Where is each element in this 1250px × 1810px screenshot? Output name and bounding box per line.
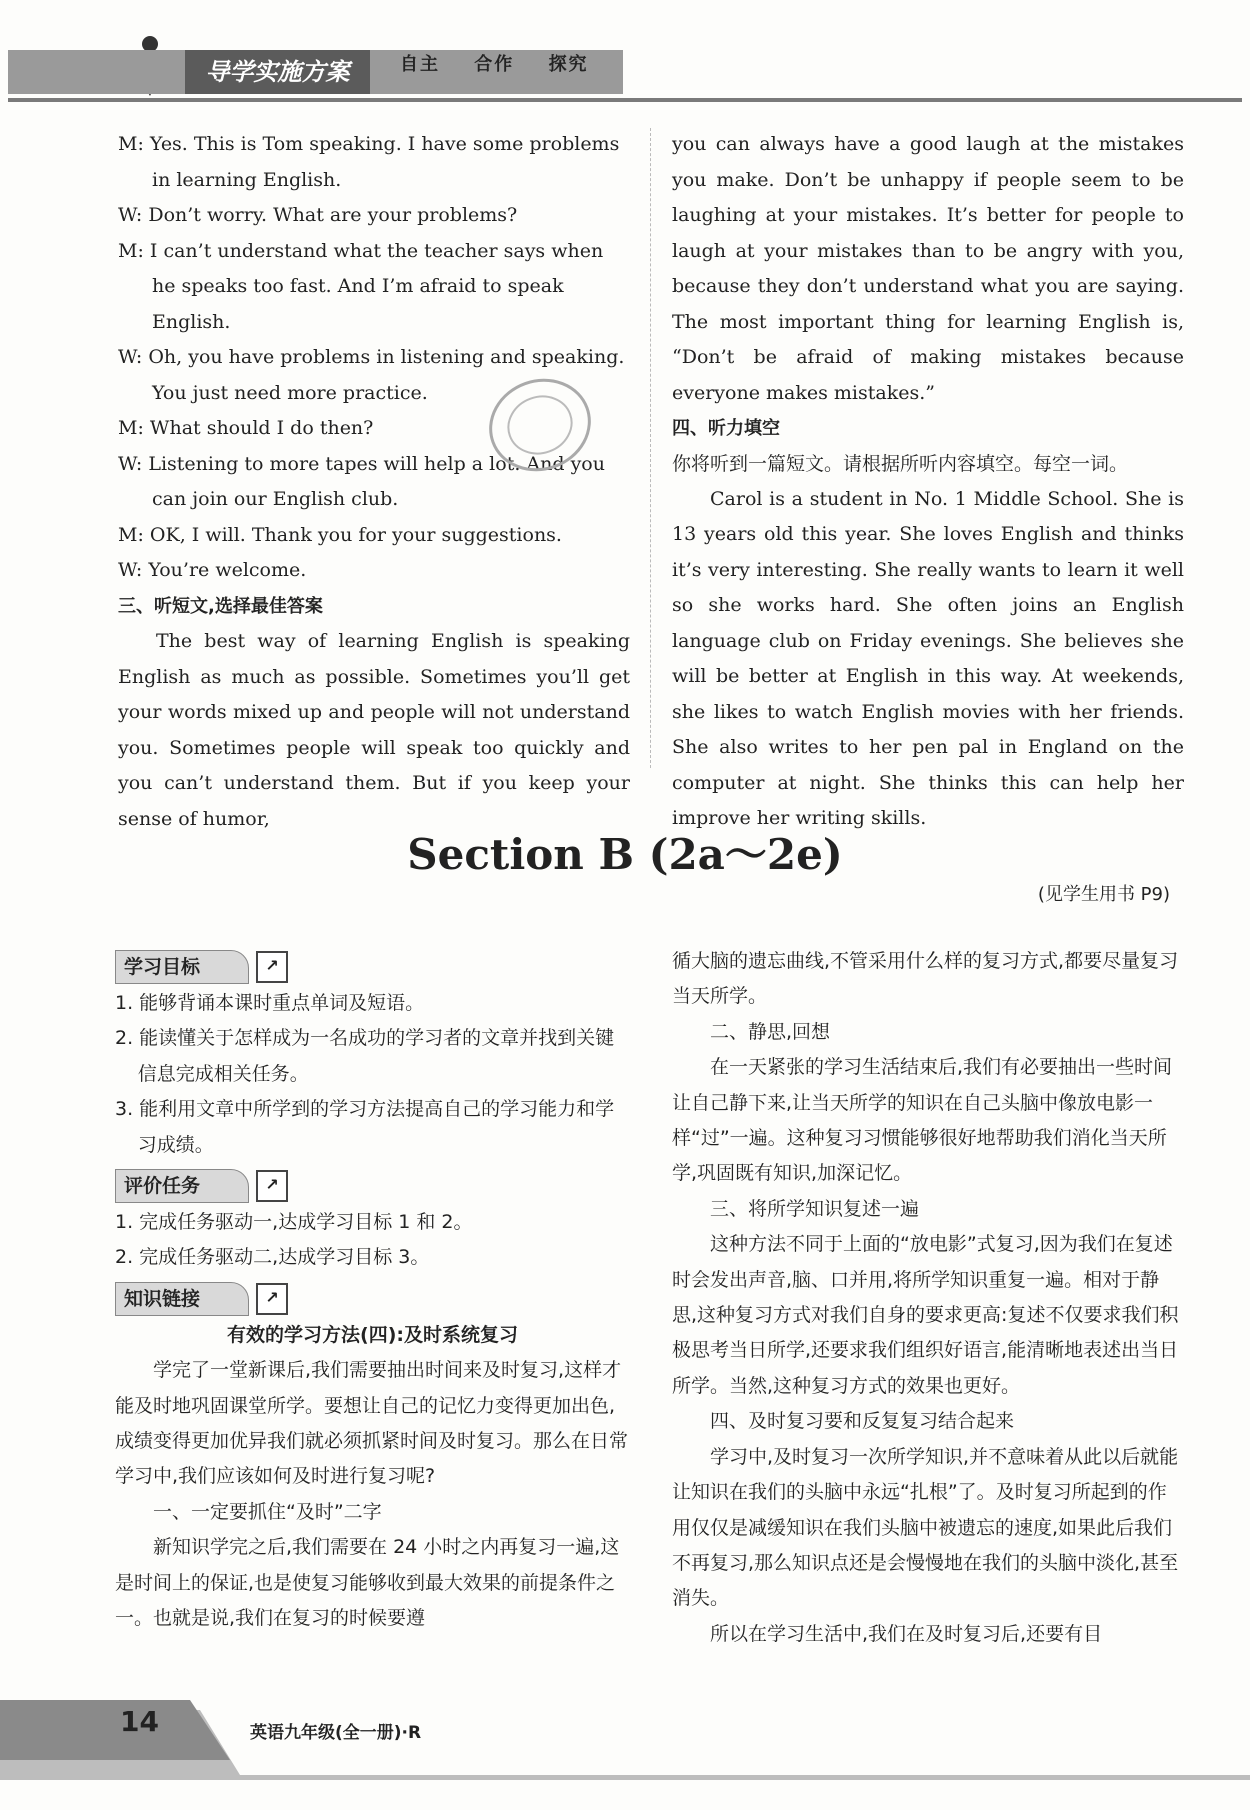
article-title: 有效的学习方法(四):及时系统复习 (227, 1323, 518, 1346)
dialogue-line: W: Oh, you have problems in listening and speaking. You just need more practice. (118, 346, 625, 404)
arrow-icon: ↗ (256, 1170, 288, 1202)
tag-hezuo: 合作 (474, 54, 515, 75)
arrow-icon: ↗ (256, 951, 288, 983)
lower-right-column (672, 944, 1184, 1652)
task-item: 1. 完成任务驱动一,达成学习目标 1 和 2。 (115, 1211, 473, 1234)
header-title: 导学实施方案 (185, 50, 370, 94)
part3-continuation: you can always have a good laugh at the mistakes you make. Don’t be unhappy if people seem to be laughing at your mistakes. It’s better for people to laugh at your mistakes than to be angry with you, because they don’t understand what you are saying. The most important thing for learning English is, “Don’t be afraid of making mistakes because everyone makes mistakes.” (672, 133, 1184, 404)
paragraph: 所以在学习生活中,我们在及时复习后,还要有目 (710, 1622, 1103, 1645)
upper-right-column (672, 127, 1184, 837)
dialogue-line: M: I can’t understand what the teacher says when he speaks too fast. And I’m afraid to speak English. (118, 239, 604, 333)
paragraph: 新知识学完之后,我们需要在 24 小时之内再复习一遍,这是时间上的保证,也是使复习能够收到最大效果的前提条件之一。也就是说,我们在复习的时候要遵 (115, 1536, 620, 1630)
dialogue-line: W: Listening to more tapes will help a lot. And you can join our English club. (118, 452, 605, 510)
page-header (0, 0, 1250, 110)
column-divider (650, 128, 651, 768)
lower-left-column (115, 944, 630, 1637)
part3-text: The best way of learning English is speaking English as much as possible. Sometimes you’ll get your words mixed up and people will not understand you. Sometimes people will speak too quickly and you can’t understand them. But if you keep your sense of humor, (118, 630, 630, 830)
goal-item: 1. 能够背诵本课时重点单词及短语。 (115, 992, 425, 1014)
dialogue-line: W: You’re welcome. (118, 559, 307, 581)
learning-goals-tag: 学习目标 ↗ (115, 950, 249, 984)
dialogue-line: M: OK, I will. Thank you for your suggestions. (118, 523, 562, 546)
task-item: 2. 完成任务驱动二,达成学习目标 3。 (115, 1246, 430, 1269)
paragraph: 学习中,及时复习一次所学知识,并不意味着从此以后就能让知识在我们的头脑中永远“扎根”了。及时复习所起到的作用仅仅是减缓知识在我们头脑中被遗忘的速度,如果此后我们不再复习,那么知识点还是会慢慢地在我们的头脑中淡化,甚至消失。 (672, 1445, 1179, 1610)
part4-instruction: 你将听到一篇短文。请根据所听内容填空。每空一词。 (672, 452, 1129, 475)
goal-item: 2. 能读懂关于怎样成为一名成功的学习者的文章并找到关键信息完成相关任务。 (115, 1027, 615, 1085)
point-heading: 三、将所学知识复述一遍 (710, 1197, 920, 1220)
point-heading: 一、一定要抓住“及时”二字 (153, 1500, 382, 1523)
dialogue-line: M: Yes. This is Tom speaking. I have some problems in learning English. (118, 133, 620, 191)
book-title: 英语九年级(全一册)·R (250, 1723, 422, 1743)
header-rule (8, 98, 1242, 102)
tag-zizhu: 自主 (400, 54, 440, 75)
paragraph: 学完了一堂新课后,我们需要抽出时间来及时复习,这样才能及时地巩固课堂所学。要想让自己的记忆力变得更加出色,成绩变得更加优异我们就必须抓紧时间及时复习。那么在日常学习中,我们应该如何及时进行复习呢? (115, 1359, 629, 1488)
paragraph: 循大脑的遗忘曲线,不管采用什么样的复习方式,都要尽量复习当天所学。 (672, 950, 1179, 1008)
paragraph: 这种方法不同于上面的“放电影”式复习,因为我们在复述时会发出声音,脑、口并用,将所学知识重复一遍。相对于静思,这种复习方式对我们自身的要求更高:复述不仅要求我们积极思考当日所学,还要求我们组织好语言,能清晰地表述出当日所学。当然,这种复习方式的效果也更好。 (672, 1233, 1179, 1397)
dialogue-line: M: What should I do then? (118, 417, 374, 439)
point-heading: 四、及时复习要和反复复习结合起来 (710, 1410, 1015, 1433)
part4-text: Carol is a student in No. 1 Middle School. She is 13 years old this year. She loves English and thinks it’s very interesting. She really wants to learn it well so she works hard. She often joins an English language club on Friday evenings. She believes she will be better at English in this way. At weekends, she likes to watch English movies with her friends. She also writes to her pen pal in England on the computer at night. She thinks this can help her improve her writing skills. (672, 487, 1184, 830)
goal-item: 3. 能利用文章中所学到的学习方法提高自己的学习能力和学习成绩。 (115, 1098, 615, 1156)
footer-band (0, 1700, 1250, 1780)
part4-heading: 四、听力填空 (672, 418, 780, 439)
seal-stamp-icon (480, 365, 600, 485)
knowledge-link-tag: 知识链接 ↗ (115, 1282, 249, 1316)
section-title: Section B (2a～2e) (407, 830, 843, 879)
student-book-reference: (见学生用书 P9) (1037, 884, 1170, 905)
dialogue-line: W: Don’t worry. What are your problems? (118, 204, 518, 226)
part3-heading: 三、听短文,选择最佳答案 (118, 595, 323, 617)
point-heading: 二、静思,回想 (710, 1020, 831, 1043)
header-tags (400, 50, 615, 94)
evaluation-tasks-tag: 评价任务 ↗ (115, 1169, 249, 1203)
page-number: 14 (120, 1705, 159, 1738)
arrow-icon: ↗ (256, 1283, 288, 1315)
paragraph: 在一天紧张的学习生活结束后,我们有必要抽出一些时间让自己静下来,让当天所学的知识在自己头脑中像放电影一样“过”一遍。这种复习习惯能够很好地帮助我们消化当天所学,巩固既有知识,加深记忆。 (672, 1056, 1173, 1185)
tag-tanjiu: 探究 (548, 54, 589, 75)
